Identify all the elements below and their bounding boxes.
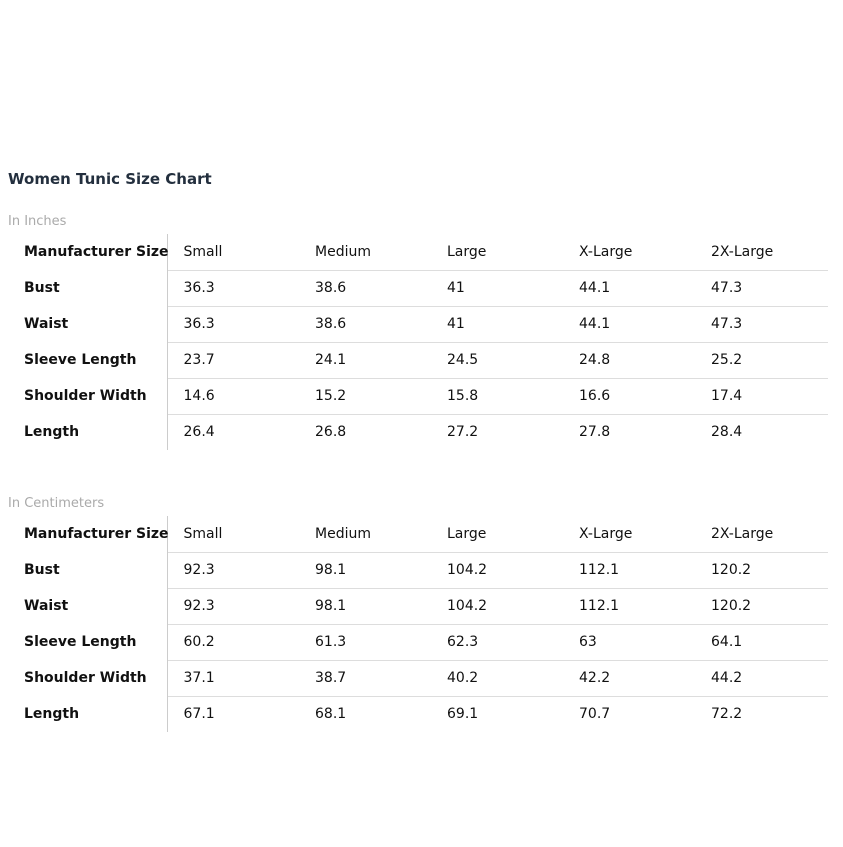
table-cell: 44.1 [563,306,695,342]
table-cell: 36.3 [167,270,299,306]
table-cell: 120.2 [695,552,828,588]
table-cell: 26.8 [299,414,431,450]
table-row [8,660,828,696]
table-cell: 28.4 [695,414,828,450]
table-cell: 64.1 [695,624,828,660]
header-cell: X-Large [579,243,633,260]
header-cell: Manufacturer Size [8,234,167,270]
table-cell: 15.8 [431,378,563,414]
table-cell: 44.1 [563,270,695,306]
table-cell: 67.1 [167,696,299,732]
table-cell: 60.2 [167,624,299,660]
table-cell: 112.1 [563,552,695,588]
table-cell: 98.1 [299,552,431,588]
header-cell: Large [447,525,487,542]
table-cell: 23.7 [167,342,299,378]
table-cell: 38.7 [299,660,431,696]
row-label: Shoulder Width [8,660,167,696]
page-title: Women Tunic Size Chart [8,170,212,188]
table-cell: 36.3 [167,306,299,342]
header-cell: Manufacturer Size [8,516,167,552]
row-label: Bust [8,270,167,306]
table-cell: 37.1 [167,660,299,696]
header-cell: 2X-Large [711,525,774,542]
table-row [8,270,828,306]
header-cell: 2X-Large [711,243,774,260]
table-cell: 25.2 [695,342,828,378]
table-cell: 26.4 [167,414,299,450]
table-cell: 68.1 [299,696,431,732]
row-label: Waist [8,588,167,624]
table-cell: 63 [563,624,695,660]
table-cell: 17.4 [695,378,828,414]
row-label: Sleeve Length [8,624,167,660]
table-cell: 47.3 [695,270,828,306]
table-cell: 92.3 [167,588,299,624]
table-row [8,378,828,414]
table-header-row [8,516,828,552]
table-cell: 120.2 [695,588,828,624]
table-cell: 47.3 [695,306,828,342]
table-cell: 92.3 [167,552,299,588]
header-cell: Large [447,243,487,260]
table-cell: 104.2 [431,552,563,588]
row-label: Waist [8,306,167,342]
table-row [8,696,828,732]
table-cell: 44.2 [695,660,828,696]
inches-section-label: In Inches [8,214,67,229]
table-row [8,342,828,378]
table-row [8,588,828,624]
table-row [8,552,828,588]
header-cell: X-Large [579,525,633,542]
table-cell: 38.6 [299,306,431,342]
table-cell: 98.1 [299,588,431,624]
table-cell: 15.2 [299,378,431,414]
header-cell: Medium [315,243,371,260]
table-cell: 41 [431,306,563,342]
header-cell: Small [183,525,223,542]
table-cell: 14.6 [167,378,299,414]
table-cell: 69.1 [431,696,563,732]
centimeters-section-label: In Centimeters [8,496,105,511]
table-cell: 104.2 [431,588,563,624]
centimeters-size-table [8,516,828,732]
table-cell: 61.3 [299,624,431,660]
table-cell: 24.1 [299,342,431,378]
table-row [8,414,828,450]
table-cell: 70.7 [563,696,695,732]
table-cell: 42.2 [563,660,695,696]
table-cell: 62.3 [431,624,563,660]
table-cell: 40.2 [431,660,563,696]
table-cell: 24.8 [563,342,695,378]
table-cell: 38.6 [299,270,431,306]
row-label: Sleeve Length [8,342,167,378]
table-cell: 27.8 [563,414,695,450]
header-cell: Medium [315,525,371,542]
table-cell: 72.2 [695,696,828,732]
row-label: Shoulder Width [8,378,167,414]
row-label: Length [8,696,167,732]
table-row [8,306,828,342]
table-cell: 16.6 [563,378,695,414]
table-cell: 27.2 [431,414,563,450]
table-cell: 112.1 [563,588,695,624]
row-label: Length [8,414,167,450]
table-header-row [8,234,828,270]
table-row [8,624,828,660]
table-cell: 41 [431,270,563,306]
inches-size-table [8,234,828,450]
header-cell: Small [183,243,223,260]
row-label: Bust [8,552,167,588]
table-cell: 24.5 [431,342,563,378]
